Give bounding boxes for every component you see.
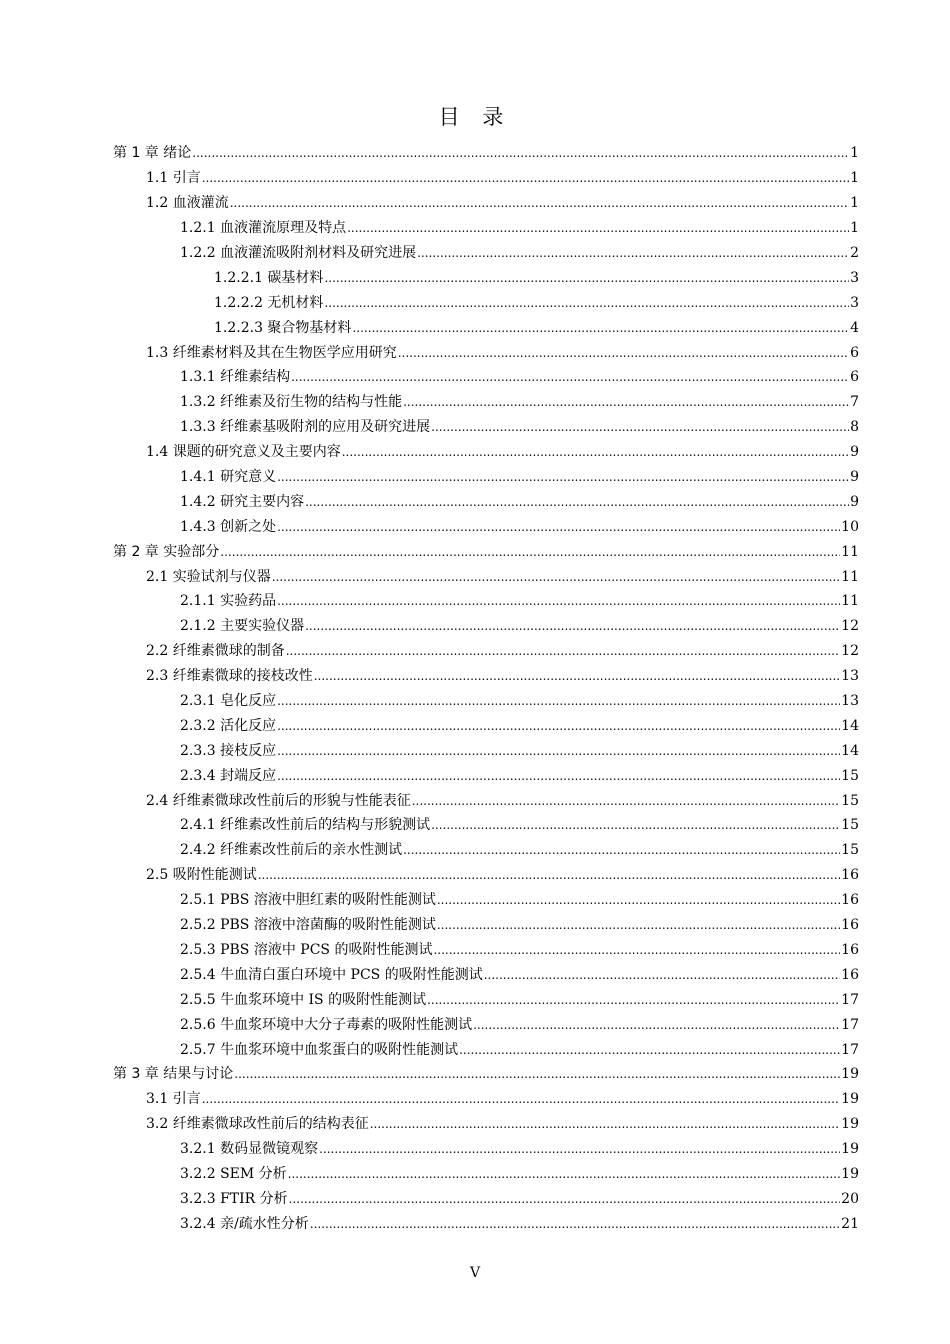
toc-dot-leader <box>324 269 849 287</box>
toc-entry[interactable] <box>0 390 950 415</box>
toc-dot-leader <box>324 294 849 312</box>
toc-entry-page-number: 16 <box>841 892 859 909</box>
toc-entry-label: 3.1 引言 <box>146 1091 201 1108</box>
toc-entry[interactable] <box>0 1211 950 1236</box>
toc-dot-leader <box>473 1016 840 1034</box>
toc-dot-leader <box>291 368 849 386</box>
toc-entry-label: 2.1 实验试剂与仪器 <box>146 568 271 585</box>
toc-entry-label: 2.5.6 牛血浆环境中大分子毒素的吸附性能测试 <box>180 1016 473 1033</box>
toc-entry-label: 1.3 纤维素材料及其在生物医学应用研究 <box>146 344 397 361</box>
toc-entry[interactable] <box>0 1087 950 1112</box>
toc-entry[interactable] <box>0 863 950 888</box>
toc-entry[interactable] <box>0 216 950 241</box>
toc-entry-page-number: 16 <box>841 966 859 983</box>
toc-entry-page-number: 15 <box>841 792 859 809</box>
toc-dot-leader <box>431 816 840 834</box>
toc-entry-label: 2.3 纤维素微球的接枝改性 <box>146 668 313 685</box>
toc-dot-leader <box>370 1115 840 1133</box>
toc-dot-leader <box>417 244 849 262</box>
toc-entry-page-number: 19 <box>841 1141 859 1158</box>
toc-entry-label: 1.1 引言 <box>146 170 201 187</box>
toc-entry-page-number: 9 <box>850 493 859 510</box>
toc-entry-label: 1.4.2 研究主要内容 <box>180 493 305 510</box>
toc-entry-label: 2.5.5 牛血浆环境中 IS 的吸附性能测试 <box>180 991 427 1008</box>
toc-dot-leader <box>431 418 849 436</box>
toc-entry-label: 1.4.1 研究意义 <box>180 469 277 486</box>
toc-entry-label: 2.4.1 纤维素改性前后的结构与形貌测试 <box>180 817 431 834</box>
toc-entry-label: 2.2 纤维素微球的制备 <box>146 643 285 660</box>
toc-entry[interactable] <box>0 539 950 564</box>
toc-dot-leader <box>319 1140 840 1158</box>
toc-entry-label: 2.3.4 封端反应 <box>180 767 277 784</box>
toc-dot-leader <box>286 642 840 660</box>
toc-entry-label: 3.2.1 数码显微镜观察 <box>180 1141 319 1158</box>
toc-entry[interactable] <box>0 1037 950 1062</box>
toc-entry-page-number: 19 <box>841 1066 859 1083</box>
page-title: 目 录 <box>438 105 512 129</box>
toc-entry[interactable] <box>0 639 950 664</box>
toc-entry[interactable] <box>0 1012 950 1037</box>
toc-entry-page-number: 12 <box>841 643 859 660</box>
toc-entry-page-number: 14 <box>841 717 859 734</box>
toc-entry-page-number: 10 <box>841 518 859 535</box>
toc-entry[interactable] <box>0 514 950 539</box>
toc-dot-leader <box>277 592 840 610</box>
toc-entry-page-number: 21 <box>841 1215 859 1232</box>
toc-entry-page-number: 13 <box>841 693 859 710</box>
toc-dot-leader <box>403 393 849 411</box>
toc-entry[interactable] <box>0 962 950 987</box>
toc-entry-label: 1.2.2 血液灌流吸附剂材料及研究进展 <box>180 245 417 261</box>
toc-entry[interactable] <box>0 838 950 863</box>
toc-entry-page-number: 15 <box>841 842 859 859</box>
toc-entry-label: 2.5.3 PBS 溶液中 PCS 的吸附性能测试 <box>180 941 433 958</box>
toc-entry[interactable] <box>0 788 950 813</box>
toc-entry[interactable] <box>0 589 950 614</box>
toc-dot-leader <box>484 966 840 984</box>
toc-dot-leader <box>258 866 840 884</box>
toc-dot-leader <box>288 1165 841 1183</box>
toc-entry-label: 1.3.2 纤维素及衍生物的结构与性能 <box>180 394 403 411</box>
toc-dot-leader <box>352 319 849 337</box>
toc-entry[interactable] <box>0 1162 950 1187</box>
toc-entry[interactable] <box>0 440 950 465</box>
toc-entry[interactable] <box>0 763 950 788</box>
toc-entry-label: 1.2.2.1 碳基材料 <box>214 269 324 286</box>
toc-dot-leader <box>459 1041 840 1059</box>
toc-entry-page-number: 7 <box>850 394 859 411</box>
toc-entry-page-number: 8 <box>850 419 859 436</box>
toc-entry-label: 1.2 血液灌流 <box>146 195 229 212</box>
toc-entry[interactable] <box>0 888 950 913</box>
toc-entry-page-number: 13 <box>841 668 859 685</box>
toc-dot-leader <box>305 493 849 511</box>
toc-dot-leader <box>277 717 840 735</box>
table-of-contents <box>0 141 950 1236</box>
toc-entry[interactable] <box>0 265 950 290</box>
toc-entry-label: 2.4.2 纤维素改性前后的亲水性测试 <box>180 842 403 859</box>
toc-entry-label: 3.2.4 亲/疏水性分析 <box>180 1215 309 1232</box>
toc-dot-leader <box>289 1190 841 1208</box>
toc-entry[interactable] <box>0 365 950 390</box>
toc-dot-leader <box>403 841 840 859</box>
toc-dot-leader <box>314 667 840 685</box>
toc-entry-label: 第 2 章 实验部分 <box>113 543 220 560</box>
toc-entry-label: 3.2.2 SEM 分析 <box>180 1165 287 1182</box>
toc-entry[interactable] <box>0 614 950 639</box>
toc-dot-leader <box>433 941 840 959</box>
toc-dot-leader <box>277 468 849 486</box>
toc-entry-label: 2.5.4 牛血清白蛋白环境中 PCS 的吸附性能测试 <box>180 966 483 983</box>
toc-entry[interactable] <box>0 290 950 315</box>
toc-dot-leader <box>220 543 840 561</box>
toc-entry-page-number: 1 <box>850 195 859 212</box>
toc-entry[interactable] <box>0 1186 950 1211</box>
toc-entry-label: 1.4 课题的研究意义及主要内容 <box>146 444 341 461</box>
toc-entry[interactable] <box>0 415 950 440</box>
toc-entry-page-number: 11 <box>841 568 859 585</box>
toc-entry-label: 1.2.1 血液灌流原理及特点 <box>180 220 347 237</box>
toc-entry-page-number: 9 <box>850 469 859 486</box>
toc-entry-label: 2.5.1 PBS 溶液中胆红素的吸附性能测试 <box>180 892 436 909</box>
toc-entry[interactable] <box>0 315 950 340</box>
toc-entry-page-number: 1 <box>850 220 859 237</box>
toc-dot-leader <box>412 792 840 810</box>
toc-entry-label: 1.4.3 创新之处 <box>180 518 277 535</box>
toc-dot-leader <box>342 443 849 461</box>
toc-entry[interactable] <box>0 564 950 589</box>
toc-dot-leader <box>234 1065 840 1083</box>
toc-entry-label: 1.2.2.2 无机材料 <box>214 294 324 311</box>
toc-entry-page-number: 11 <box>841 593 859 610</box>
toc-entry[interactable] <box>0 241 950 266</box>
toc-entry[interactable] <box>0 1112 950 1137</box>
toc-entry[interactable] <box>0 913 950 938</box>
toc-dot-leader <box>398 344 849 362</box>
toc-entry[interactable] <box>0 1137 950 1162</box>
toc-entry[interactable] <box>0 465 950 490</box>
toc-dot-leader <box>272 568 840 586</box>
toc-entry-label: 第 1 章 绪论 <box>113 145 192 162</box>
toc-entry-page-number: 20 <box>841 1190 859 1207</box>
toc-dot-leader <box>310 1215 840 1233</box>
toc-entry-label: 3.2 纤维素微球改性前后的结构表征 <box>146 1116 369 1133</box>
toc-entry-page-number: 3 <box>850 294 859 311</box>
toc-entry-page-number: 19 <box>841 1165 859 1182</box>
toc-entry[interactable] <box>0 664 950 689</box>
toc-entry-page-number: 19 <box>841 1091 859 1108</box>
toc-entry-label: 2.4 纤维素微球改性前后的形貌与性能表征 <box>146 792 411 809</box>
toc-entry-label: 第 3 章 结果与讨论 <box>113 1066 234 1083</box>
toc-entry[interactable] <box>0 1062 950 1087</box>
toc-entry-page-number: 11 <box>841 543 859 560</box>
toc-entry-page-number: 6 <box>850 369 859 386</box>
toc-dot-leader <box>202 1090 840 1108</box>
toc-entry-label: 2.5.2 PBS 溶液中溶菌酶的吸附性能测试 <box>180 917 436 934</box>
toc-entry-label: 1.3.3 纤维素基吸附剂的应用及研究进展 <box>180 419 431 436</box>
toc-dot-leader <box>277 767 840 785</box>
toc-entry-label: 2.3.3 接枝反应 <box>180 742 277 759</box>
toc-dot-leader <box>277 742 840 760</box>
toc-entry-page-number: 19 <box>841 1116 859 1133</box>
toc-entry[interactable] <box>0 689 950 714</box>
toc-entry[interactable] <box>0 987 950 1012</box>
toc-entry-page-number: 16 <box>841 941 859 958</box>
toc-dot-leader <box>192 144 849 162</box>
toc-dot-leader <box>202 169 849 187</box>
page-number: V <box>469 1265 481 1281</box>
toc-entry[interactable] <box>0 813 950 838</box>
toc-entry-page-number: 6 <box>850 344 859 361</box>
toc-entry-page-number: 12 <box>841 618 859 635</box>
toc-entry-label: 2.5 吸附性能测试 <box>146 867 257 884</box>
toc-entry-page-number: 15 <box>841 767 859 784</box>
toc-entry[interactable] <box>0 166 950 191</box>
toc-entry-page-number: 17 <box>841 991 859 1008</box>
toc-entry-label: 1.2.2.3 聚合物基材料 <box>214 319 352 336</box>
toc-entry-page-number: 14 <box>841 742 859 759</box>
toc-entry-page-number: 3 <box>850 269 859 286</box>
toc-dot-leader <box>347 219 849 237</box>
toc-dot-leader <box>230 194 849 212</box>
toc-entry-page-number: 1 <box>850 145 859 162</box>
toc-entry-page-number: 4 <box>850 319 859 336</box>
toc-entry[interactable] <box>0 191 950 216</box>
toc-entry-page-number: 9 <box>850 444 859 461</box>
toc-entry[interactable] <box>0 738 950 763</box>
toc-entry[interactable] <box>0 141 950 166</box>
toc-entry-label: 2.1.2 主要实验仪器 <box>180 618 305 635</box>
toc-entry[interactable] <box>0 938 950 963</box>
toc-entry-label: 2.5.7 牛血浆环境中血浆蛋白的吸附性能测试 <box>180 1041 459 1058</box>
toc-entry[interactable] <box>0 489 950 514</box>
toc-entry-page-number: 2 <box>850 245 859 261</box>
toc-entry-page-number: 17 <box>841 1016 859 1033</box>
toc-entry-label: 2.1.1 实验药品 <box>180 593 277 610</box>
toc-dot-leader <box>437 916 840 934</box>
toc-entry-page-number: 16 <box>841 917 859 934</box>
toc-entry[interactable] <box>0 340 950 365</box>
toc-entry-page-number: 15 <box>841 817 859 834</box>
toc-dot-leader <box>305 617 840 635</box>
toc-dot-leader <box>427 991 840 1009</box>
toc-entry-label: 1.3.1 纤维素结构 <box>180 369 291 386</box>
toc-dot-leader <box>277 692 840 710</box>
toc-entry[interactable] <box>0 713 950 738</box>
toc-dot-leader <box>277 518 840 536</box>
toc-entry-label: 2.3.1 皂化反应 <box>180 693 277 710</box>
toc-entry-page-number: 16 <box>841 867 859 884</box>
toc-dot-leader <box>437 891 840 909</box>
toc-entry-page-number: 17 <box>841 1041 859 1058</box>
toc-entry-label: 2.3.2 活化反应 <box>180 717 277 734</box>
toc-entry-page-number: 1 <box>850 170 859 187</box>
toc-entry-label: 3.2.3 FTIR 分析 <box>180 1190 288 1207</box>
